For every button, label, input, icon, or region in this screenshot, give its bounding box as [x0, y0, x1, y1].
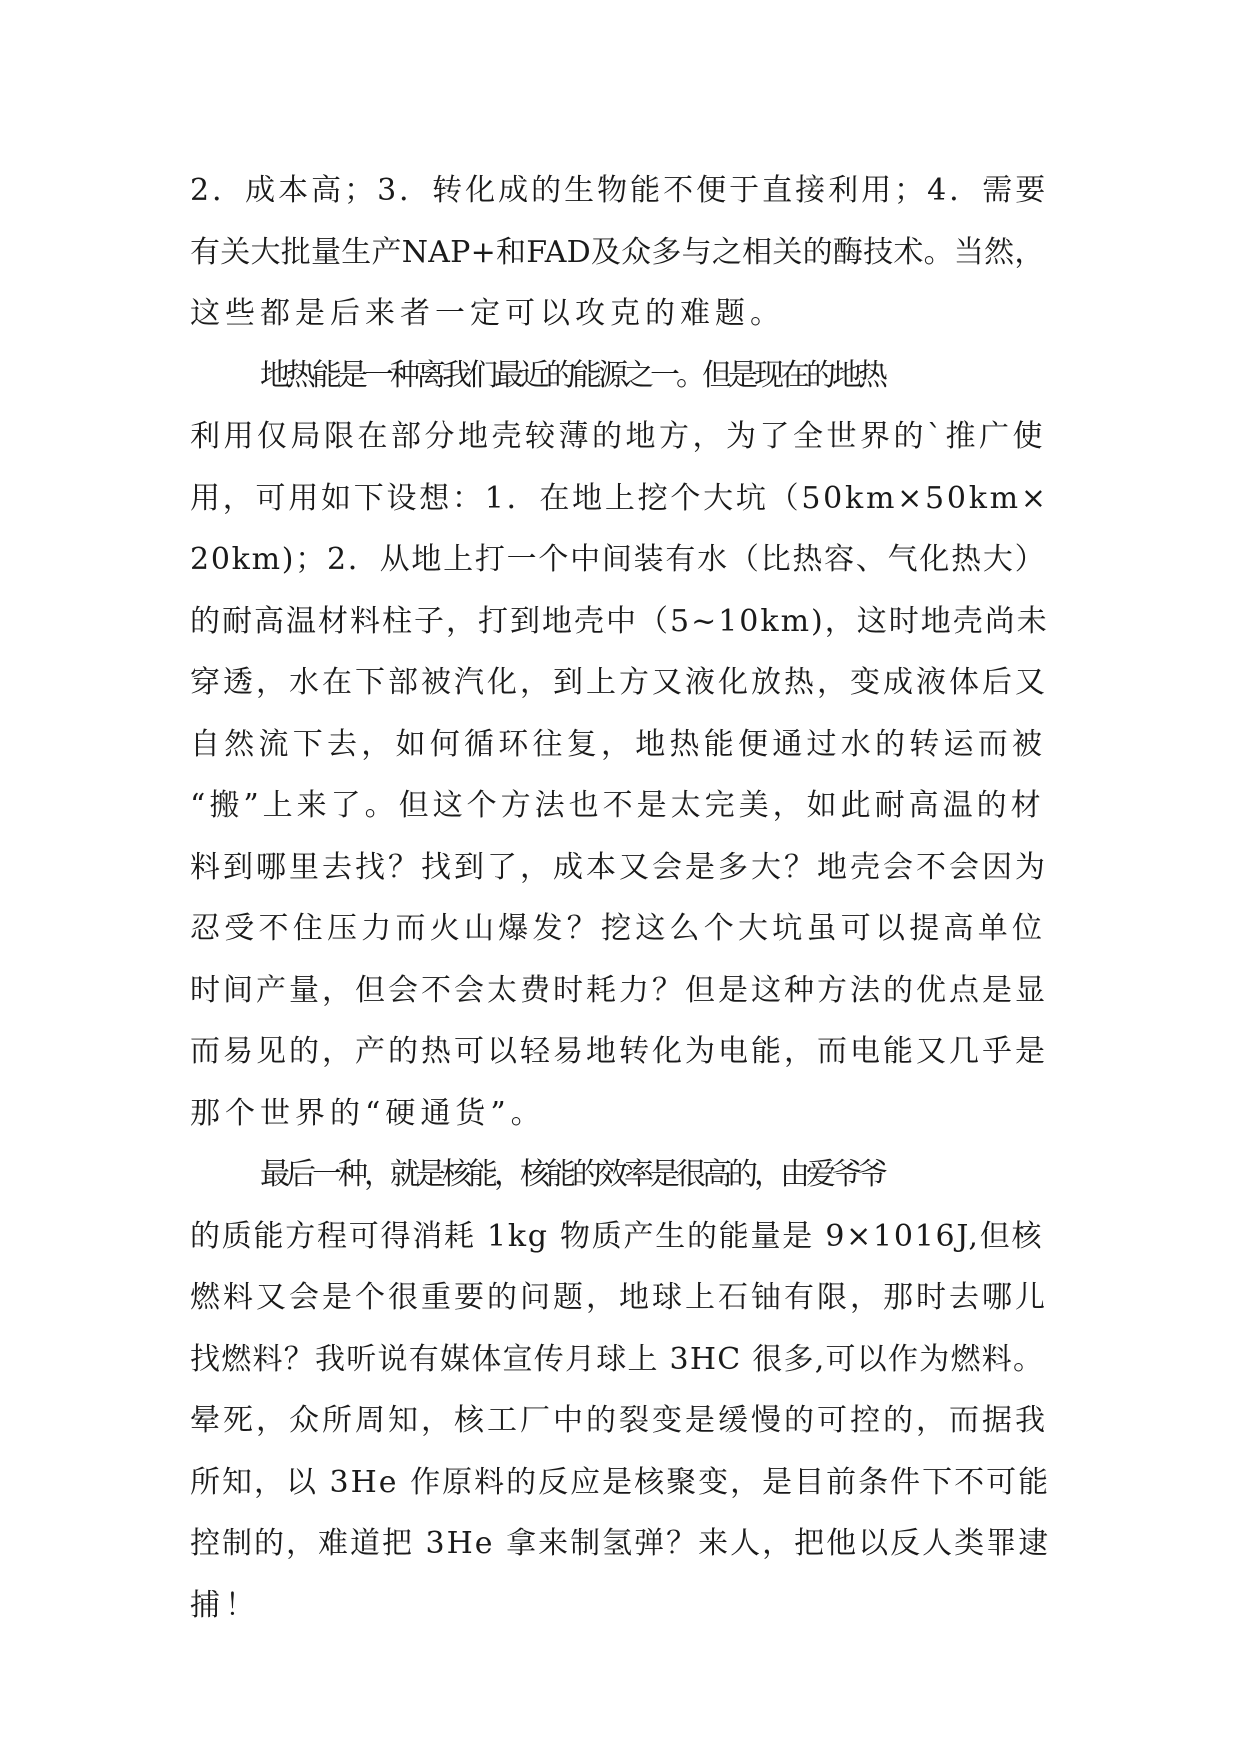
text-line: 有关大批量生产NAP+和FAD及众多与之相关的酶技术。当然， — [190, 234, 1045, 270]
text-line: 所知，以 3He 作原料的反应是核聚变，是目前条件下不可能 — [190, 1464, 1051, 1500]
text-line: 找燃料？我听说有媒体宣传月球上 3HC 很多,可以作为燃料。 — [190, 1341, 1045, 1377]
text-line: 控制的，难道把 3He 拿来制氢弹？来人，把他以反人类罪逮 — [190, 1526, 1051, 1561]
text-line: 利用仅局限在部分地壳较薄的地方，为了全世界的`推广使 — [190, 419, 1046, 454]
text-line: 的耐高温材料柱子，打到地壳中（5~10km)，这时地壳尚未 — [190, 603, 1049, 639]
text-line: 20km)；2．从地上打一个中间装有水（比热容、气化热大） — [190, 542, 1047, 577]
text-line: 捕！ — [190, 1587, 260, 1623]
body-text — [190, 160, 1050, 1636]
text-line: 那个世界的“硬通货”。 — [190, 1095, 546, 1131]
text-line: 自然流下去，如何循环往复，地热能便通过水的转运而被 — [190, 726, 1047, 762]
text-line: 2．成本高；3．转化成的生物能不便于直接利用；4．需要 — [190, 173, 1049, 208]
text-line: 穿透，水在下部被汽化，到上方又液化放热，变成液体后又 — [190, 665, 1048, 700]
text-line: 时间产量，但会不会太费时耗力？但是这种方法的优点是显 — [190, 972, 1048, 1008]
text-line: 而易见的，产的热可以轻易地转化为电能，而电能又几乎是 — [190, 1034, 1048, 1069]
text-line: 最后一种，就是核能，核能的效率是很高的，由爱爷爷 — [260, 1157, 884, 1192]
text-line: 忍受不住压力而火山爆发？挖这么个大坑虽可以提高单位 — [190, 911, 1047, 946]
text-line: 燃料又会是个很重要的问题，地球上石铀有限，那时去哪儿 — [190, 1280, 1048, 1315]
text-line: 的质能方程可得消耗 1kg 物质产生的能量是 9×1016J,但核 — [190, 1218, 1044, 1254]
text-line: “搬”上来了。但这个方法也不是太完美，如此耐高温的材 — [190, 788, 1045, 823]
text-line: 晕死，众所周知，核工厂中的裂变是缓慢的可控的，而据我 — [190, 1403, 1048, 1438]
text-line: 用，可用如下设想：1．在地上挖个大坑（50km×50km× — [190, 480, 1049, 516]
text-line: 这些都是后来者一定可以攻克的难题。 — [190, 296, 785, 331]
text-line: 地热能是一种离我们最近的能源之一。但是现在的地热 — [260, 357, 884, 393]
text-line: 料到哪里去找？找到了，成本又会是多大？地壳会不会因为 — [190, 849, 1048, 885]
